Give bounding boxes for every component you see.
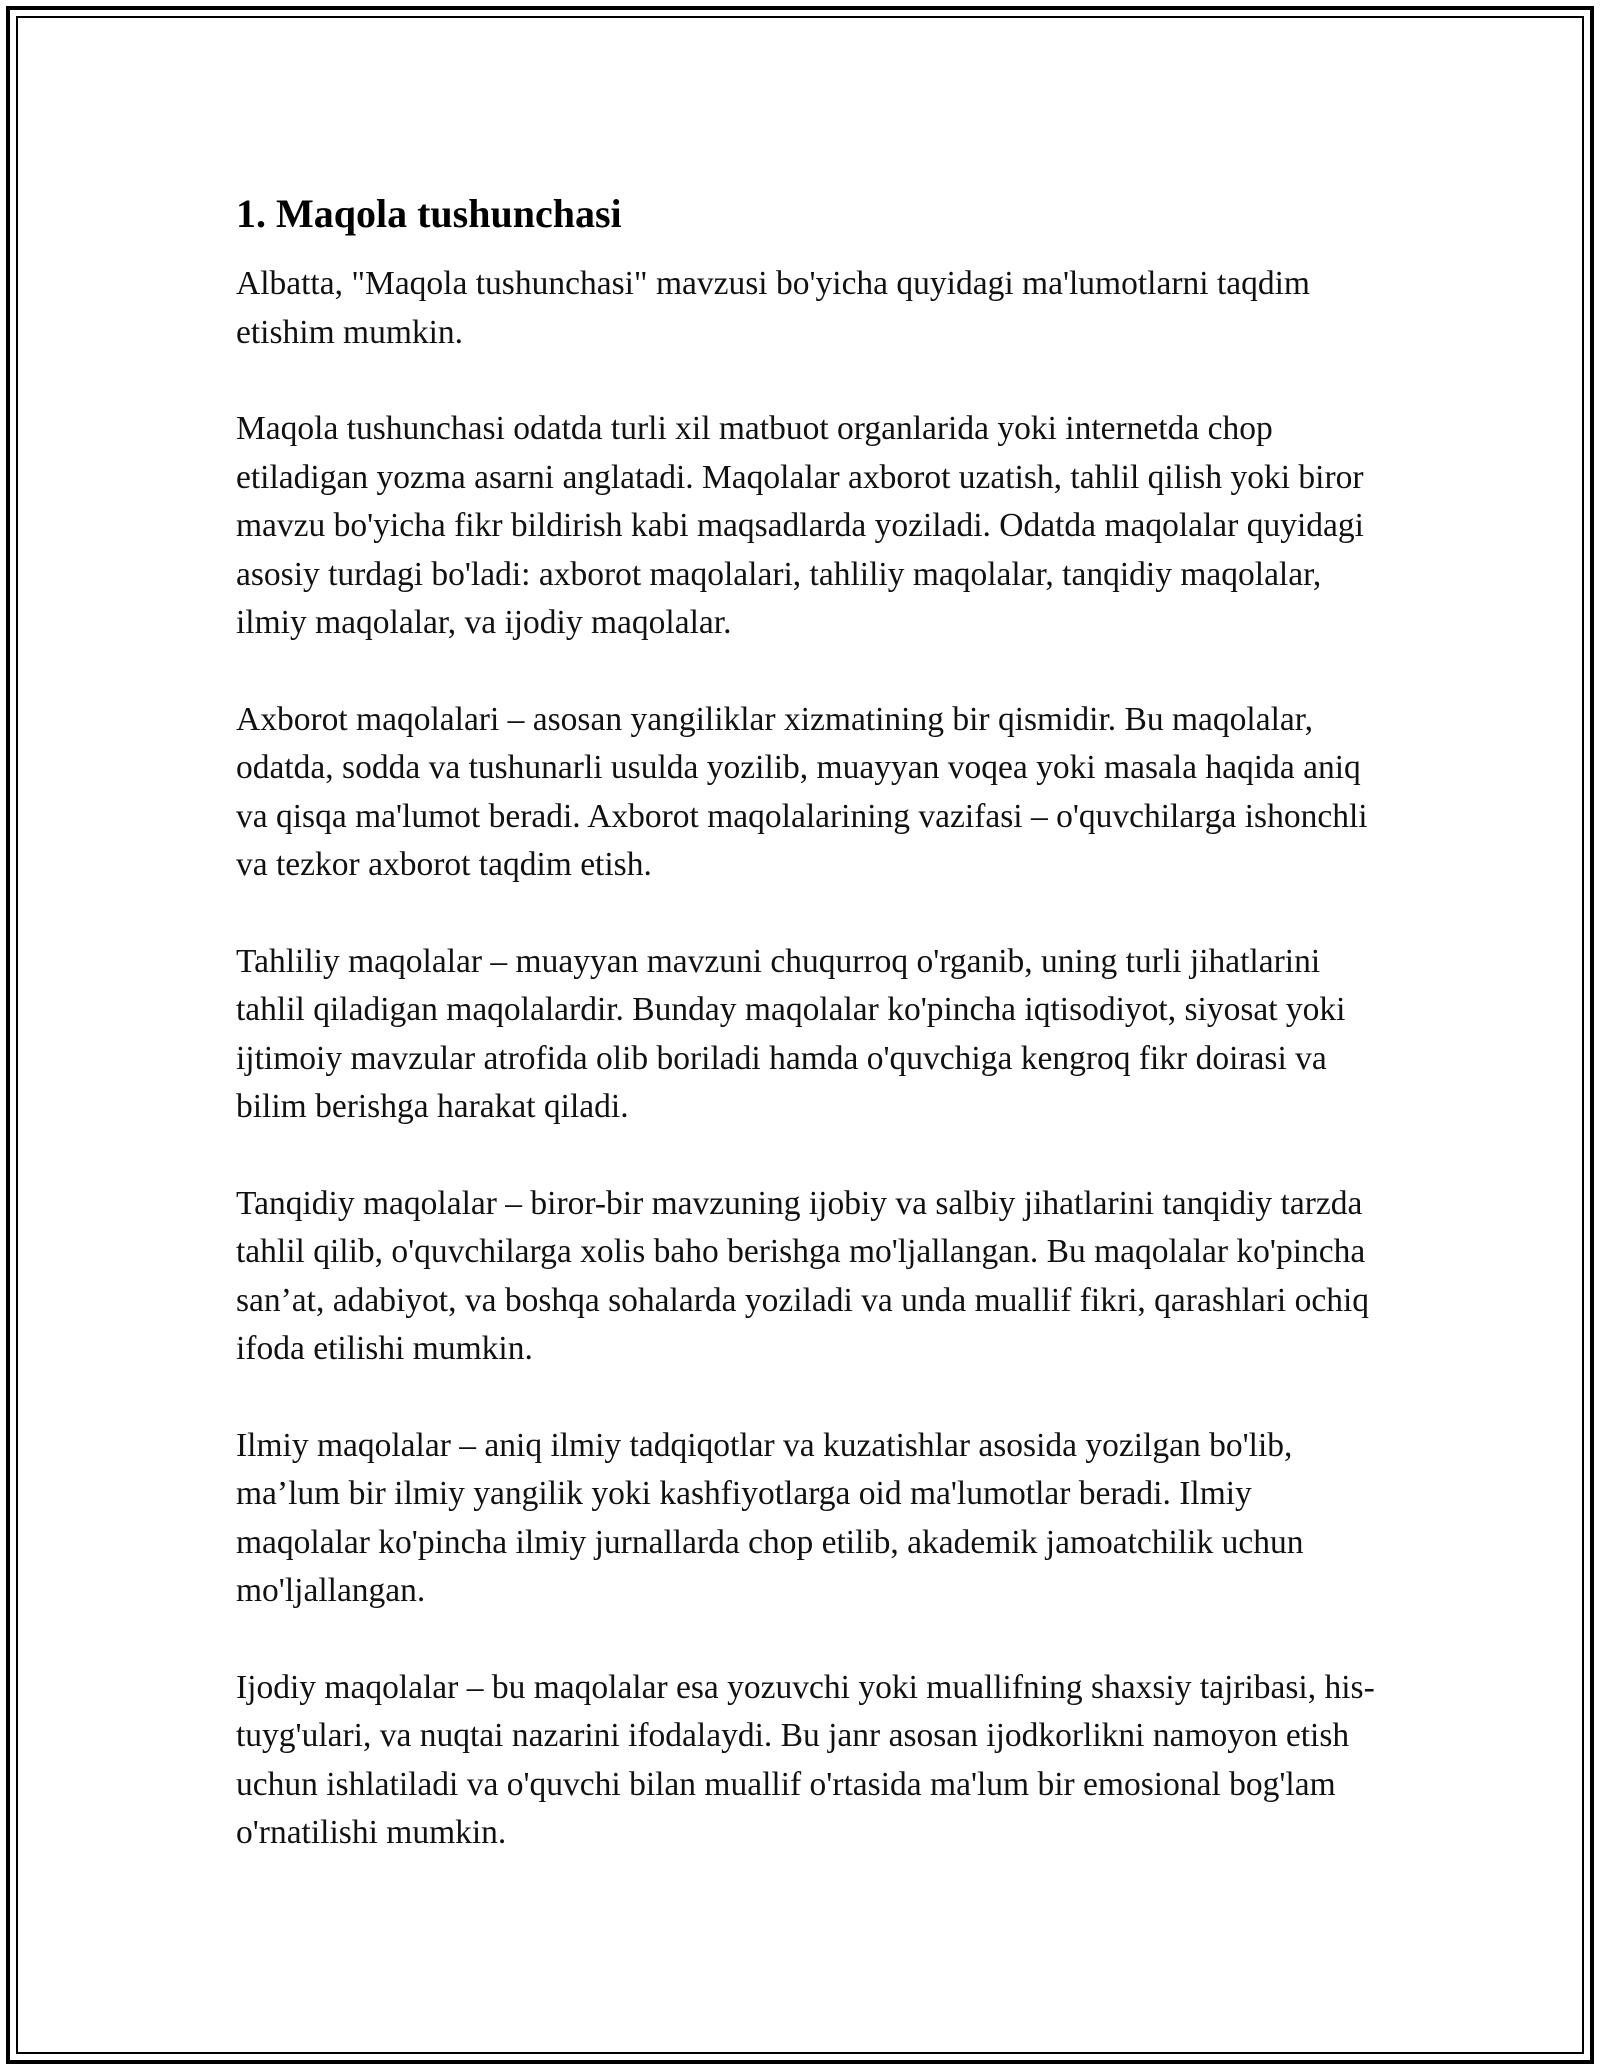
document-body [236, 188, 1376, 1906]
paragraph-scientific-articles: Ilmiy maqolalar – aniq ilmiy tadqiqotlar va kuzatishlar asosida yozilgan bo'lib, ma’lum bir ilmiy yangilik yoki kashfiyotlarga oid ma'lumotlar beradi. Ilmiy maqolalar ko'pincha ilmiy jurnallarda chop etilib, akademik jamoatchilik uchun mo'ljallangan. [236, 1426, 1304, 1609]
paragraph-news-articles: Axborot maqolalari – asosan yangiliklar xizmatining bir qismidir. Bu maqolalar, odatda, sodda va tushunarli usulda yozilib, muayyan voqea yoki masala haqida aniq va qisqa ma'lumot beradi. Axborot maqolalarining vazifasi – o'quvchilarga ishonchli va tezkor axborot taqdim etish. [236, 700, 1368, 883]
paragraph-intro: Albatta, "Maqola tushunchasi" mavzusi bo'yicha quyidagi ma'lumotlarni taqdim etishim mumkin. [236, 265, 1310, 351]
paragraph-critical-articles: Tanqidiy maqolalar – biror-bir mavzuning ijobiy va salbiy jihatlarini tanqidiy tarzda tahlil qilib, o'quvchilarga xolis baho berishga mo'ljallangan. Bu maqolalar ko'pincha san’at, adabiyot, va boshqa sohalarda yoziladi va unda muallif fikri, qarashlari ochiq ifoda etilishi mumkin. [236, 1184, 1370, 1367]
section-heading: 1. Maqola tushunchasi [236, 191, 622, 236]
paragraph-analytical-articles: Tahliliy maqolalar – muayyan mavzuni chuqurroq o'rganib, uning turli jihatlarini tahlil qiladigan maqolalardir. Bunday maqolalar ko'pincha iqtisodiyot, siyosat yoki ijtimoiy mavzular atrofida olib boriladi hamda o'quvchiga kengroq fikr doirasi va bilim berishga harakat qiladi. [236, 942, 1346, 1125]
paragraph-creative-articles: Ijodiy maqolalar – bu maqolalar esa yozuvchi yoki muallifning shaxsiy tajribasi, his-tuyg'ulari, va nuqtai nazarini ifodalaydi. Bu janr asosan ijodkorlikni namoyon etish uchun ishlatiladi va o'quvchi bilan muallif o'rtasida ma'lum bir emosional bog'lam o'rnatilishi mumkin. [236, 1668, 1375, 1851]
paragraph-definition: Maqola tushunchasi odatda turli xil matbuot organlarida yoki internetda chop etiladigan yozma asarni anglatadi. Maqolalar axborot uzatish, tahlil qilish yoki biror mavzu bo'yicha fikr bildirish kabi maqsadlarda yoziladi. Odatda maqolalar quyidagi asosiy turdagi bo'ladi: axborot maqolalari, tahliliy maqolalar, tanqidiy maqolalar, ilmiy maqolalar, va ijodiy maqolalar. [236, 410, 1364, 641]
